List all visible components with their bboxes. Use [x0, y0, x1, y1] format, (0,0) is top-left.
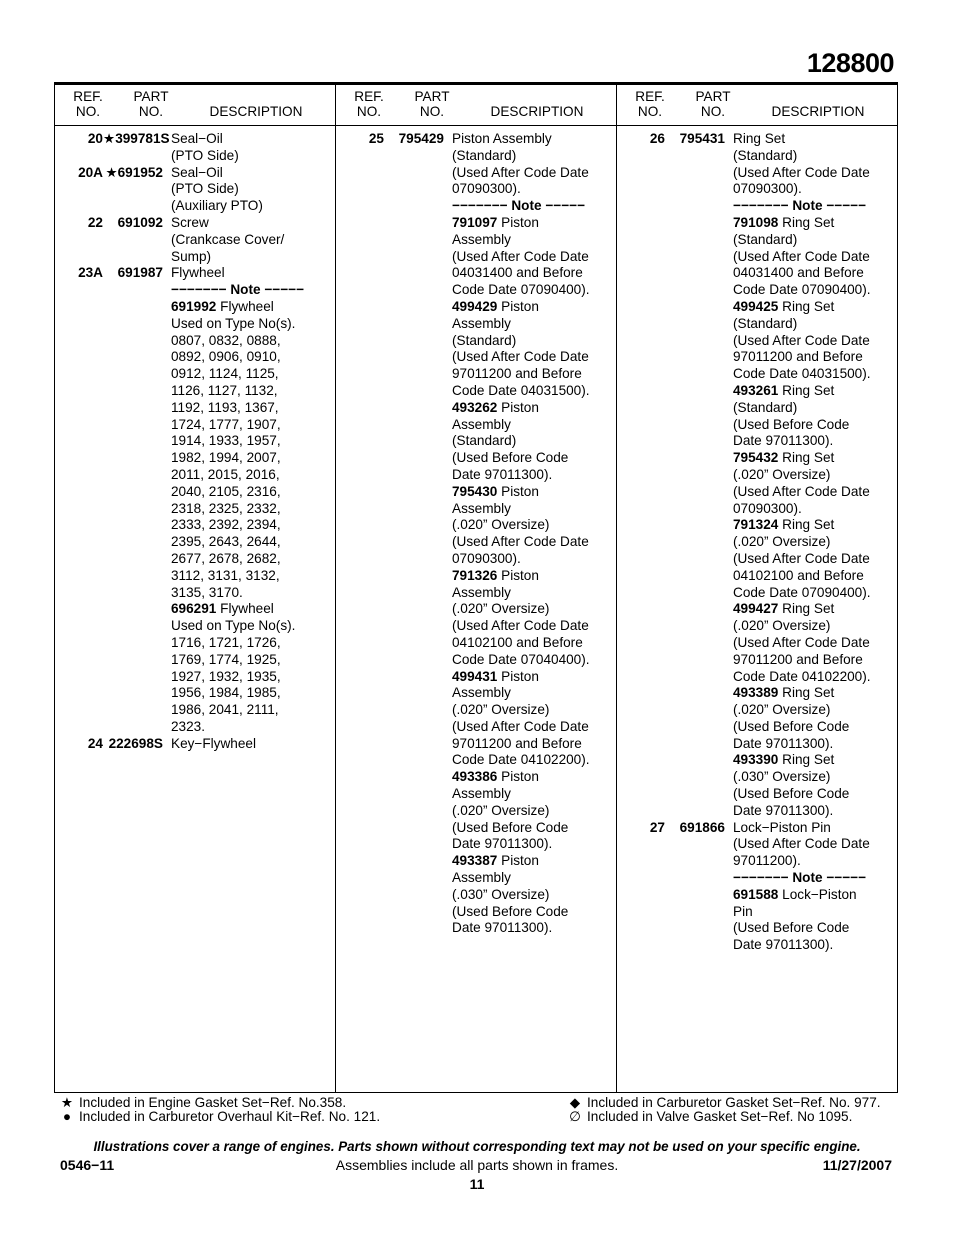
description-line: (Used After Code Date — [733, 634, 870, 650]
description-line: Assembly — [452, 584, 511, 600]
description-line: Ring Set — [733, 131, 786, 146]
description-line: 07090300). — [733, 181, 802, 197]
part-number — [103, 165, 171, 215]
description-line: (Standard) — [452, 433, 517, 449]
description-line: Seal−Oil — [171, 164, 223, 180]
description-line: (Used Before Code — [452, 903, 569, 919]
page-number: 11 — [469, 1176, 485, 1192]
parts-column-2 — [336, 131, 600, 937]
ref-no-header: REF. NO. — [73, 89, 103, 119]
description-line: (Standard) — [452, 332, 517, 348]
part-description — [733, 820, 881, 954]
description-line: 04102100 and Before — [733, 567, 864, 583]
description-line: 493261 Ring Set — [733, 382, 835, 398]
description-line: (.020” Oversize) — [733, 466, 831, 482]
description-line: (Used After Code Date — [733, 550, 870, 566]
description-line: 04031400 and Before — [452, 265, 583, 281]
description-line: Assembly — [452, 500, 511, 516]
part-entry — [336, 131, 600, 937]
description-line: (Used Before Code — [733, 920, 850, 936]
description-line: (.030” Oversize) — [733, 769, 831, 785]
description-line: 1192, 1193, 1367, — [171, 399, 279, 415]
ref-number: 26 — [649, 131, 665, 146]
description-line: (.020” Oversize) — [733, 702, 831, 718]
description-line: 791097 Piston — [452, 214, 539, 230]
ref-no-header: REF. NO. — [354, 89, 384, 119]
description-line: 2395, 2643, 2644, — [171, 534, 281, 550]
description-line: (Used After Code Date — [733, 836, 870, 852]
description-line: 493389 Ring Set — [733, 685, 835, 701]
description-line: 2333, 2392, 2394, — [171, 517, 281, 533]
part-entry — [55, 215, 319, 265]
description-line: 97011200 and Before — [452, 366, 582, 382]
description-line: (.020” Oversize) — [452, 702, 550, 718]
description-line: Date 97011300). — [733, 735, 834, 751]
description-line: (Used Before Code — [733, 786, 850, 802]
description-line: (Used After Code Date — [452, 618, 589, 634]
description-line: (.030” Oversize) — [452, 886, 550, 902]
description-line: (.020” Oversize) — [452, 517, 550, 533]
description-line: Code Date 04031500). — [452, 382, 590, 398]
description-line: (Used After Code Date — [733, 332, 870, 348]
description-line: Used on Type No(s). — [171, 315, 296, 331]
description-line: 1914, 1933, 1957, — [171, 433, 281, 449]
description-line: (Used After Code Date — [452, 248, 589, 264]
description-line: 1769, 1774, 1925, — [171, 651, 281, 667]
description-line: (Used After Code Date — [733, 164, 870, 180]
description-line: 2318, 2325, 2332, — [171, 500, 281, 516]
description-line: Date 97011300). — [733, 433, 834, 449]
assemblies-note: Assemblies include all parts shown in frames. — [335, 1157, 619, 1173]
description-line: Date 97011300). — [452, 836, 553, 852]
description-line: Assembly — [452, 315, 511, 331]
star-icon: ★ — [105, 164, 118, 180]
description-line: (Used After Code Date — [733, 248, 870, 264]
description-line: (Used Before Code — [733, 416, 850, 432]
description-line: 791326 Piston — [452, 567, 539, 583]
description-line: 499429 Piston — [452, 298, 539, 314]
part-description — [171, 736, 319, 753]
parts-column-3 — [617, 131, 881, 954]
part-description — [171, 165, 319, 215]
part-number — [665, 820, 733, 954]
column-header-1 — [55, 89, 335, 125]
description-line: 2040, 2105, 2316, — [171, 483, 281, 499]
description-line: (Standard) — [733, 147, 798, 163]
part-number — [103, 265, 171, 735]
part-number — [103, 215, 171, 265]
star-icon: ★ — [103, 131, 116, 146]
description-line: (.020” Oversize) — [733, 618, 831, 634]
description-line: Assembly — [452, 786, 511, 802]
description-line: Screw — [171, 214, 209, 230]
part-description — [171, 131, 319, 165]
diamond-icon: ◆ — [569, 1095, 581, 1110]
description-line: Code Date 04102200). — [733, 668, 871, 684]
description-line: (Used Before Code — [452, 819, 569, 835]
description-line: (Standard) — [733, 231, 798, 247]
ref-number: 23A — [78, 265, 103, 281]
description-line: 691588 Lock−Piston — [733, 886, 857, 902]
part-entry — [55, 736, 319, 753]
description-line: 0807, 0832, 0888, — [171, 332, 281, 348]
description-line: Assembly — [452, 416, 511, 432]
footnote-diamond: ◆ Included in Carburetor Gasket Set−Ref. No. 977. — [563, 1095, 881, 1110]
description-line: 499431 Piston — [452, 668, 539, 684]
description-header: DESCRIPTION — [490, 104, 584, 119]
part-no-header: PART NO. — [133, 89, 169, 119]
part-number-text: 691092 — [117, 214, 163, 230]
description-line: Lock−Piston Pin — [733, 819, 831, 835]
part-number — [103, 131, 171, 165]
description-line: Assembly — [452, 685, 511, 701]
description-line: 493390 Ring Set — [733, 752, 835, 768]
description-line: Code Date 04031500). — [733, 366, 871, 382]
description-line: 97011200 and Before — [733, 349, 863, 365]
description-line: −−−−−−− Note −−−−− — [733, 870, 867, 886]
description-line: Pin — [733, 903, 753, 919]
description-line: (Used After Code Date — [733, 483, 870, 499]
description-line: (Crankcase Cover/ — [171, 231, 285, 247]
description-line: 1986, 2041, 2111, — [171, 702, 279, 718]
ref-number: 20A — [78, 164, 103, 180]
description-line: 2011, 2015, 2016, — [171, 466, 280, 482]
description-line: 493262 Piston — [452, 399, 539, 415]
description-line: Date 97011300). — [452, 920, 553, 936]
parts-table — [54, 82, 898, 1093]
document-code: 0546−11 — [60, 1157, 115, 1173]
column-header-2 — [336, 89, 616, 125]
description-line: 2677, 2678, 2682, — [171, 550, 281, 566]
part-number-text: 795431 — [679, 131, 725, 146]
description-line: (.020” Oversize) — [733, 534, 831, 550]
description-line: 791324 Ring Set — [733, 517, 835, 533]
description-line: 0912, 1124, 1125, — [171, 366, 279, 382]
part-number-text: 222698S — [108, 735, 163, 751]
part-entry — [55, 165, 319, 215]
description-line: 2323. — [171, 718, 206, 734]
description-line: −−−−−−− Note −−−−− — [733, 198, 867, 214]
disclaimer: Illustrations cover a range of engines. Parts shown without corresponding text may not be used on your specific engine. — [93, 1139, 861, 1154]
model-number: 128800 — [806, 48, 894, 78]
ref-number: 24 — [87, 735, 103, 751]
description-line: 04102100 and Before — [452, 634, 583, 650]
description-line: (PTO Side) — [171, 147, 239, 163]
dot-icon: ● — [62, 1109, 72, 1124]
part-description — [171, 265, 319, 735]
description-line: 1956, 1984, 1985, — [171, 685, 281, 701]
part-number-text: 795429 — [398, 131, 444, 146]
description-line: Code Date 07090400). — [452, 282, 590, 298]
part-no-header: PART NO. — [695, 89, 731, 119]
star-icon: ★ — [60, 1095, 74, 1110]
column-header-3 — [617, 89, 897, 125]
part-number-text: 691866 — [679, 819, 725, 835]
description-line: 493387 Piston — [452, 853, 539, 869]
description-line: Sump) — [171, 248, 212, 264]
description-line: (.020” Oversize) — [452, 601, 550, 617]
description-line: 1716, 1721, 1726, — [171, 634, 281, 650]
description-line: (Standard) — [452, 147, 517, 163]
description-line: 1724, 1777, 1907, — [171, 416, 281, 432]
description-line: Piston Assembly — [452, 131, 552, 146]
description-line: 1982, 1994, 2007, — [171, 450, 281, 466]
part-number-text: 691987 — [117, 265, 163, 281]
description-line: 07090300). — [452, 181, 521, 197]
description-line: (.020” Oversize) — [452, 802, 550, 818]
ref-number: 25 — [368, 131, 384, 146]
footnote-dot: ● Included in Carburetor Overhaul Kit−Ref. No. 121. — [55, 1109, 380, 1124]
description-line: (Used After Code Date — [452, 164, 589, 180]
description-line: 696291 Flywheel — [171, 601, 274, 617]
ref-no-header: REF. NO. — [635, 89, 665, 119]
part-number — [665, 131, 733, 820]
part-no-header: PART NO. — [414, 89, 450, 119]
ref-number: 27 — [649, 819, 665, 835]
description-line: Code Date 07040400). — [452, 651, 590, 667]
description-line: Date 97011300). — [733, 802, 834, 818]
description-line: Assembly — [452, 231, 511, 247]
description-line: 0892, 0906, 0910, — [171, 349, 281, 365]
description-line: (Used After Code Date — [452, 349, 589, 365]
description-line: (Used After Code Date — [452, 718, 589, 734]
description-line: −−−−−−− Note −−−−− — [452, 198, 586, 214]
description-line: 795432 Ring Set — [733, 450, 835, 466]
description-line: (Standard) — [733, 315, 798, 331]
description-line: Key−Flywheel — [171, 735, 257, 751]
description-line: 07090300). — [733, 500, 802, 516]
description-line: (Standard) — [733, 399, 798, 415]
header-divider — [55, 125, 897, 126]
description-line: Code Date 07090400). — [733, 584, 871, 600]
description-line: 1126, 1127, 1132, — [171, 382, 278, 398]
part-number-text: 691952 — [117, 164, 163, 180]
description-line: Seal−Oil — [171, 131, 223, 146]
description-line: 04031400 and Before — [733, 265, 864, 281]
description-line: (Used Before Code — [452, 450, 569, 466]
part-entry — [617, 131, 881, 820]
description-line: Date 97011300). — [733, 937, 834, 953]
description-line: −−−−−−− Note −−−−− — [171, 282, 305, 298]
ref-number: 22 — [87, 214, 103, 230]
description-line: 499427 Ring Set — [733, 601, 835, 617]
part-entry — [55, 131, 319, 165]
description-line: 1927, 1932, 1935, — [171, 668, 281, 684]
part-number — [384, 131, 452, 937]
part-description — [171, 215, 319, 265]
part-description — [733, 131, 881, 820]
footnote-empty-set: ∅ Included in Valve Gasket Set−Ref. No 1095. — [563, 1109, 852, 1124]
description-line: (PTO Side) — [171, 181, 239, 197]
description-line: 97011200). — [733, 853, 801, 869]
description-line: Flywheel — [171, 265, 225, 281]
description-line: Assembly — [452, 870, 511, 886]
description-line: (Used After Code Date — [452, 534, 589, 550]
document-date: 11/27/2007 — [822, 1157, 892, 1173]
description-line: 07090300). — [452, 550, 521, 566]
ref-number: 20 — [87, 131, 103, 146]
description-line: 795430 Piston — [452, 483, 539, 499]
description-line: 97011200 and Before — [452, 735, 582, 751]
description-line: Code Date 04102200). — [452, 752, 590, 768]
description-line: Used on Type No(s). — [171, 618, 296, 634]
part-entry — [55, 265, 319, 735]
description-line: Date 97011300). — [452, 466, 553, 482]
description-line: (Auxiliary PTO) — [171, 198, 263, 214]
description-line: 499425 Ring Set — [733, 298, 835, 314]
description-line: 791098 Ring Set — [733, 214, 835, 230]
part-description — [452, 131, 600, 937]
part-entry — [617, 820, 881, 954]
part-number-text: 399781S — [115, 131, 170, 146]
part-number — [103, 736, 171, 753]
description-header: DESCRIPTION — [771, 104, 865, 119]
description-line: 97011200 and Before — [733, 651, 863, 667]
description-line: Code Date 07090400). — [733, 282, 871, 298]
description-line: 3135, 3170. — [171, 584, 243, 600]
footnote-star: ★ Included in Engine Gasket Set−Ref. No.358. — [55, 1095, 346, 1110]
description-line: 493386 Piston — [452, 769, 539, 785]
description-line: 3112, 3131, 3132, — [171, 567, 280, 583]
description-header: DESCRIPTION — [209, 104, 303, 119]
description-line: 691992 Flywheel — [171, 298, 274, 314]
description-line: (Used Before Code — [733, 718, 850, 734]
empty-set-icon: ∅ — [569, 1109, 581, 1124]
parts-column-1 — [55, 131, 319, 752]
